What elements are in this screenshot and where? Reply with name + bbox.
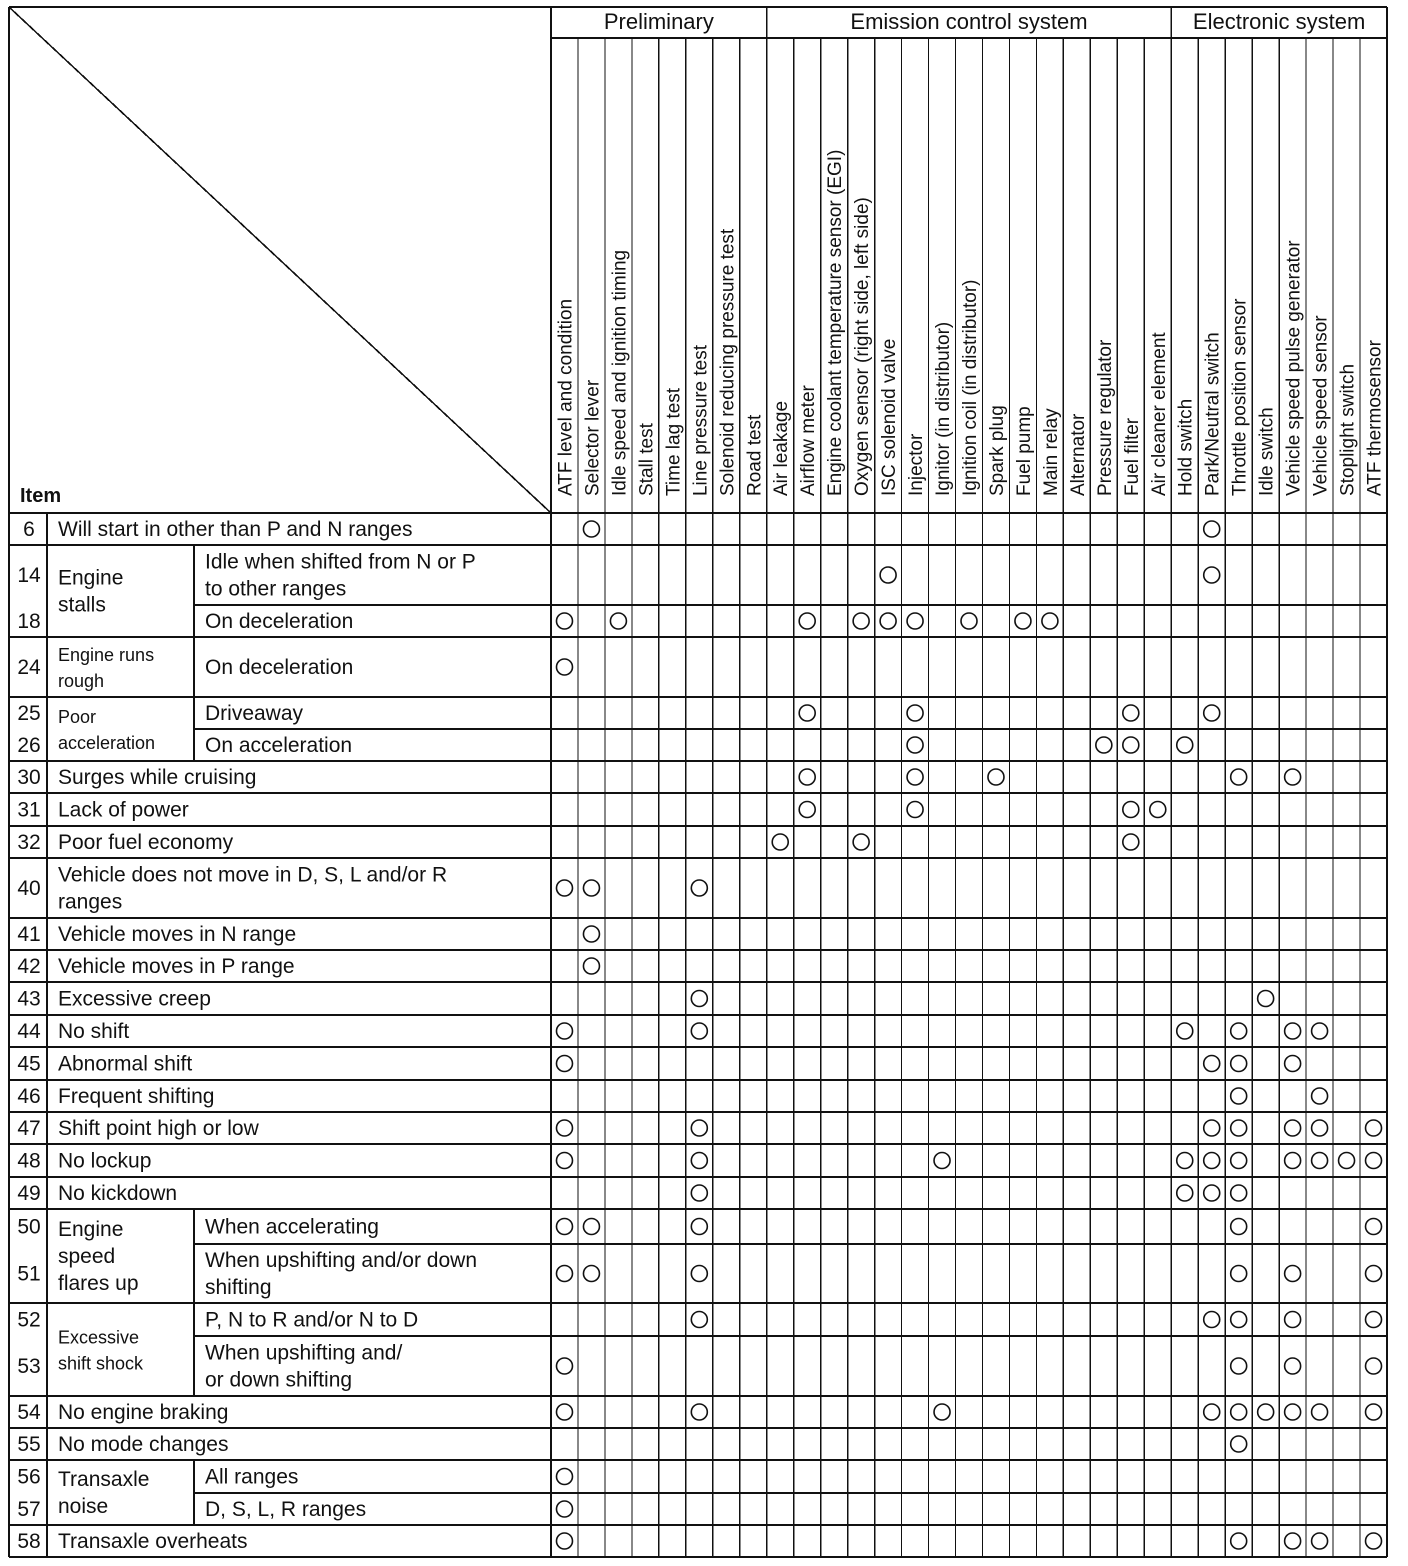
item-description: P, N to R and/or N to D xyxy=(205,1308,419,1332)
check-mark-circle xyxy=(1177,737,1193,753)
check-mark-circle xyxy=(556,1266,572,1282)
check-mark-circle xyxy=(880,567,896,583)
column-header: Injector xyxy=(906,433,928,496)
column-header: Stall test xyxy=(636,423,658,496)
check-mark-circle xyxy=(691,1404,707,1420)
check-mark-circle xyxy=(1312,1088,1328,1104)
item-number: 41 xyxy=(17,923,41,946)
item-number: 14 xyxy=(17,564,41,587)
item-number: 42 xyxy=(17,955,41,978)
item-number: 48 xyxy=(17,1149,41,1173)
check-mark-circle xyxy=(1231,1404,1247,1420)
check-mark-circle xyxy=(1123,834,1139,850)
item-group-label: rough xyxy=(58,671,105,691)
item-number: 31 xyxy=(17,798,41,822)
check-mark-circle xyxy=(1285,1312,1301,1328)
item-description: On acceleration xyxy=(205,734,353,757)
check-mark-circle xyxy=(583,521,599,537)
column-header: Hold switch xyxy=(1175,398,1197,496)
check-mark-circle xyxy=(1366,1266,1382,1282)
check-mark-circle xyxy=(772,834,788,850)
item-description: Idle when shifted from N or P xyxy=(205,550,476,574)
check-mark-circle xyxy=(1204,567,1220,583)
check-mark-circle xyxy=(691,1153,707,1169)
item-description: When upshifting and/ xyxy=(205,1341,403,1365)
check-mark-circle xyxy=(1123,802,1139,818)
item-group-label: Excessive xyxy=(58,1327,140,1348)
check-mark-circle xyxy=(1312,1120,1328,1136)
check-mark-circle xyxy=(1366,1358,1382,1374)
item-description: Transaxle overheats xyxy=(58,1530,248,1553)
check-mark-circle xyxy=(1366,1312,1382,1328)
item-group-label: Engine runs xyxy=(58,645,155,665)
check-mark-circle xyxy=(1177,1023,1193,1039)
item-description: No engine braking xyxy=(58,1401,229,1424)
item-description: Frequent shifting xyxy=(58,1085,215,1108)
check-mark-circle xyxy=(1366,1533,1382,1549)
item-description: No kickdown xyxy=(58,1182,178,1205)
item-description: or down shifting xyxy=(205,1368,353,1392)
check-mark-circle xyxy=(1204,1185,1220,1201)
table-text xyxy=(17,9,1385,1553)
check-mark-circle xyxy=(691,1266,707,1282)
check-mark-circle xyxy=(1204,1056,1220,1072)
check-mark-circle xyxy=(691,1023,707,1039)
check-mark-circle xyxy=(556,1120,572,1136)
item-description: shifting xyxy=(205,1276,272,1299)
item-number: 58 xyxy=(17,1530,41,1553)
check-mark-circle xyxy=(691,1185,707,1201)
item-description: Will start in other than P and N ranges xyxy=(58,518,413,541)
check-mark-circle xyxy=(961,613,977,629)
column-header: Ignition coil (in distributor) xyxy=(960,279,981,496)
column-header: Park/Neutral switch xyxy=(1202,332,1224,496)
group-header: Electronic system xyxy=(1192,9,1366,34)
item-group-label: Transaxle xyxy=(58,1468,150,1491)
check-mark-circle xyxy=(1231,1436,1247,1452)
item-description: Vehicle moves in P range xyxy=(58,955,295,978)
item-number: 26 xyxy=(17,734,41,757)
check-mark-circle xyxy=(556,659,572,675)
check-mark-circle xyxy=(1204,521,1220,537)
check-mark-circle xyxy=(1231,1120,1247,1136)
item-description: to other ranges xyxy=(205,577,347,601)
check-mark-circle xyxy=(988,769,1004,785)
item-number: 57 xyxy=(17,1498,41,1521)
check-mark-circle xyxy=(1339,1153,1355,1169)
check-mark-circle xyxy=(880,613,896,629)
item-description: Poor fuel economy xyxy=(58,831,234,854)
check-mark-circle xyxy=(1231,1088,1247,1104)
column-header: Alternator xyxy=(1067,413,1089,496)
check-mark-circle xyxy=(691,1219,707,1235)
item-number: 40 xyxy=(17,877,41,900)
column-header: ATF level and condition xyxy=(555,298,577,496)
column-header: Spark plug xyxy=(986,405,1008,496)
check-mark-circle xyxy=(1285,1023,1301,1039)
check-mark-circle xyxy=(1123,737,1139,753)
item-group-label: shift shock xyxy=(58,1353,144,1374)
item-number: 54 xyxy=(17,1401,41,1424)
check-mark-circle xyxy=(1258,991,1274,1007)
check-mark-circle xyxy=(1231,1312,1247,1328)
item-number: 53 xyxy=(17,1355,41,1378)
check-mark-circle xyxy=(1231,1533,1247,1549)
item-group-label: flares up xyxy=(58,1272,139,1295)
group-header: Emission control system xyxy=(850,9,1088,34)
item-number: 46 xyxy=(17,1085,41,1108)
check-mark-circle xyxy=(1366,1219,1382,1235)
corner-label: Item xyxy=(20,485,62,507)
column-header: Time lag test xyxy=(663,387,685,496)
item-group-label: Poor xyxy=(58,707,97,727)
item-description: Vehicle moves in N range xyxy=(58,923,297,946)
check-mark-circle xyxy=(1312,1153,1328,1169)
column-header: Road test xyxy=(744,414,766,496)
check-mark-circle xyxy=(1312,1533,1328,1549)
column-header: ISC solenoid valve xyxy=(879,338,901,496)
item-description: No mode changes xyxy=(58,1433,229,1456)
check-mark-circle xyxy=(907,737,923,753)
check-mark-circle xyxy=(799,802,815,818)
check-mark-circle xyxy=(1042,613,1058,629)
check-mark-circle xyxy=(1204,1120,1220,1136)
check-mark-circle xyxy=(907,613,923,629)
check-mark-circle xyxy=(799,705,815,721)
item-number: 56 xyxy=(17,1465,41,1489)
check-mark-circle xyxy=(1231,1153,1247,1169)
check-mark-circle xyxy=(583,1219,599,1235)
check-mark-circle xyxy=(1231,1023,1247,1039)
item-number: 32 xyxy=(17,831,41,854)
check-mark-circle xyxy=(1231,1219,1247,1235)
column-header: Selector lever xyxy=(582,379,604,496)
item-description: No lockup xyxy=(58,1149,152,1173)
check-mark-circle xyxy=(691,991,707,1007)
item-number: 18 xyxy=(17,610,41,633)
item-number: 55 xyxy=(17,1433,41,1456)
check-mark-circle xyxy=(1285,1358,1301,1374)
check-mark-circle xyxy=(610,613,626,629)
check-mark-circle xyxy=(934,1153,950,1169)
check-mark-circle xyxy=(556,1358,572,1374)
column-header: Idle speed and ignition timing xyxy=(609,249,631,496)
column-header: Ignitor (in distributor) xyxy=(933,321,955,496)
item-description: Vehicle does not move in D, S, L and/or R xyxy=(58,863,448,887)
item-description: Lack of power xyxy=(58,798,189,822)
check-mark-circle xyxy=(1231,1185,1247,1201)
check-mark-circle xyxy=(1285,1266,1301,1282)
check-mark-circle xyxy=(583,926,599,942)
check-mark-circle xyxy=(1204,1312,1220,1328)
column-header: ATF thermosensor xyxy=(1364,340,1386,496)
item-description: Surges while cruising xyxy=(58,766,257,789)
item-number: 50 xyxy=(17,1215,41,1239)
check-mark-circle xyxy=(583,958,599,974)
check-mark-circle xyxy=(556,1153,572,1169)
item-description: On deceleration xyxy=(205,610,354,633)
check-mark-circle xyxy=(1204,705,1220,721)
check-mark-circle xyxy=(1150,802,1166,818)
column-header: Stoplight switch xyxy=(1337,363,1359,496)
check-mark-circle xyxy=(1312,1404,1328,1420)
check-mark-circle xyxy=(1312,1023,1328,1039)
check-mark-circle xyxy=(556,1501,572,1517)
check-mark-circle xyxy=(1366,1120,1382,1136)
check-mark-circle xyxy=(556,1533,572,1549)
item-number: 30 xyxy=(17,766,41,789)
item-description: Driveaway xyxy=(205,702,304,725)
check-mark-circle xyxy=(934,1404,950,1420)
check-mark-circle xyxy=(907,705,923,721)
column-header: Engine coolant temperature sensor (EGI) xyxy=(825,149,847,496)
check-mark-circle xyxy=(556,1056,572,1072)
item-number: 44 xyxy=(17,1020,41,1043)
item-description: Abnormal shift xyxy=(58,1052,193,1076)
check-mark-circle xyxy=(1366,1404,1382,1420)
item-group-label: stalls xyxy=(58,593,106,617)
item-group-label: speed xyxy=(58,1245,116,1268)
column-header: Pressure regulator xyxy=(1094,339,1116,496)
column-header: Fuel pump xyxy=(1013,406,1035,496)
column-header: Line pressure test xyxy=(690,344,712,496)
item-number: 43 xyxy=(17,987,41,1011)
corner-diagonal xyxy=(9,7,551,513)
column-header: Main relay xyxy=(1040,408,1062,496)
item-description: D, S, L, R ranges xyxy=(205,1498,367,1521)
item-description: On deceleration xyxy=(205,656,354,679)
item-description: Shift point high or low xyxy=(58,1117,259,1140)
check-mark-circle xyxy=(1285,769,1301,785)
check-mark-circle xyxy=(1231,1056,1247,1072)
column-header: Oxygen sensor (right side, left side) xyxy=(852,197,874,496)
check-mark-circle xyxy=(853,613,869,629)
item-number: 52 xyxy=(17,1308,41,1332)
item-description: All ranges xyxy=(205,1465,299,1489)
column-header: Vehicle speed pulse generator xyxy=(1283,240,1305,496)
check-mark-circle xyxy=(583,880,599,896)
check-mark-circle xyxy=(556,1023,572,1039)
check-mark-circle xyxy=(853,834,869,850)
item-group-label: Engine xyxy=(58,566,124,590)
item-group-label: Engine xyxy=(58,1218,124,1241)
check-mark-circle xyxy=(1285,1120,1301,1136)
check-mark-circle xyxy=(1015,613,1031,629)
check-mark-circle xyxy=(1366,1153,1382,1169)
item-description: ranges xyxy=(58,890,123,914)
column-header: Solenoid reducing pressure test xyxy=(717,228,739,496)
column-header: Fuel filter xyxy=(1121,417,1143,496)
check-mark-circle xyxy=(907,802,923,818)
check-mark-circle xyxy=(799,769,815,785)
check-marks xyxy=(556,521,1381,1549)
check-mark-circle xyxy=(691,880,707,896)
item-number: 25 xyxy=(17,702,41,725)
check-mark-circle xyxy=(1285,1153,1301,1169)
column-header: Air leakage xyxy=(771,400,793,496)
item-group-label: acceleration xyxy=(58,733,156,753)
check-mark-circle xyxy=(1285,1056,1301,1072)
item-number: 47 xyxy=(17,1117,41,1140)
check-mark-circle xyxy=(907,769,923,785)
check-mark-circle xyxy=(1285,1404,1301,1420)
item-description: When accelerating xyxy=(205,1215,379,1239)
item-number: 51 xyxy=(17,1262,41,1286)
item-description: Excessive creep xyxy=(58,987,211,1011)
check-mark-circle xyxy=(1258,1404,1274,1420)
check-mark-circle xyxy=(799,613,815,629)
item-description: No shift xyxy=(58,1020,130,1043)
check-mark-circle xyxy=(1231,1358,1247,1374)
group-header: Preliminary xyxy=(603,9,714,34)
item-description: When upshifting and/or down xyxy=(205,1249,478,1272)
check-mark-circle xyxy=(1204,1404,1220,1420)
check-mark-circle xyxy=(583,1266,599,1282)
check-mark-circle xyxy=(556,1219,572,1235)
check-mark-circle xyxy=(1285,1533,1301,1549)
check-mark-circle xyxy=(1123,705,1139,721)
item-number: 6 xyxy=(23,518,35,541)
column-header: Throttle position sensor xyxy=(1229,298,1251,496)
check-mark-circle xyxy=(691,1312,707,1328)
check-mark-circle xyxy=(556,880,572,896)
check-mark-circle xyxy=(1231,769,1247,785)
item-group-label: noise xyxy=(58,1495,109,1518)
check-mark-circle xyxy=(556,1469,572,1485)
column-header: Idle switch xyxy=(1256,407,1278,496)
column-header: Vehicle speed sensor xyxy=(1310,315,1332,496)
check-mark-circle xyxy=(556,1404,572,1420)
item-number: 24 xyxy=(17,656,41,679)
check-mark-circle xyxy=(691,1120,707,1136)
column-header: Airflow meter xyxy=(798,385,820,496)
check-mark-circle xyxy=(556,613,572,629)
check-mark-circle xyxy=(1231,1266,1247,1282)
item-number: 49 xyxy=(17,1182,41,1205)
check-mark-circle xyxy=(1177,1153,1193,1169)
check-mark-circle xyxy=(1177,1185,1193,1201)
check-mark-circle xyxy=(1096,737,1112,753)
check-mark-circle xyxy=(1204,1153,1220,1169)
column-header: Air cleaner element xyxy=(1148,332,1170,496)
item-number: 45 xyxy=(17,1052,41,1076)
